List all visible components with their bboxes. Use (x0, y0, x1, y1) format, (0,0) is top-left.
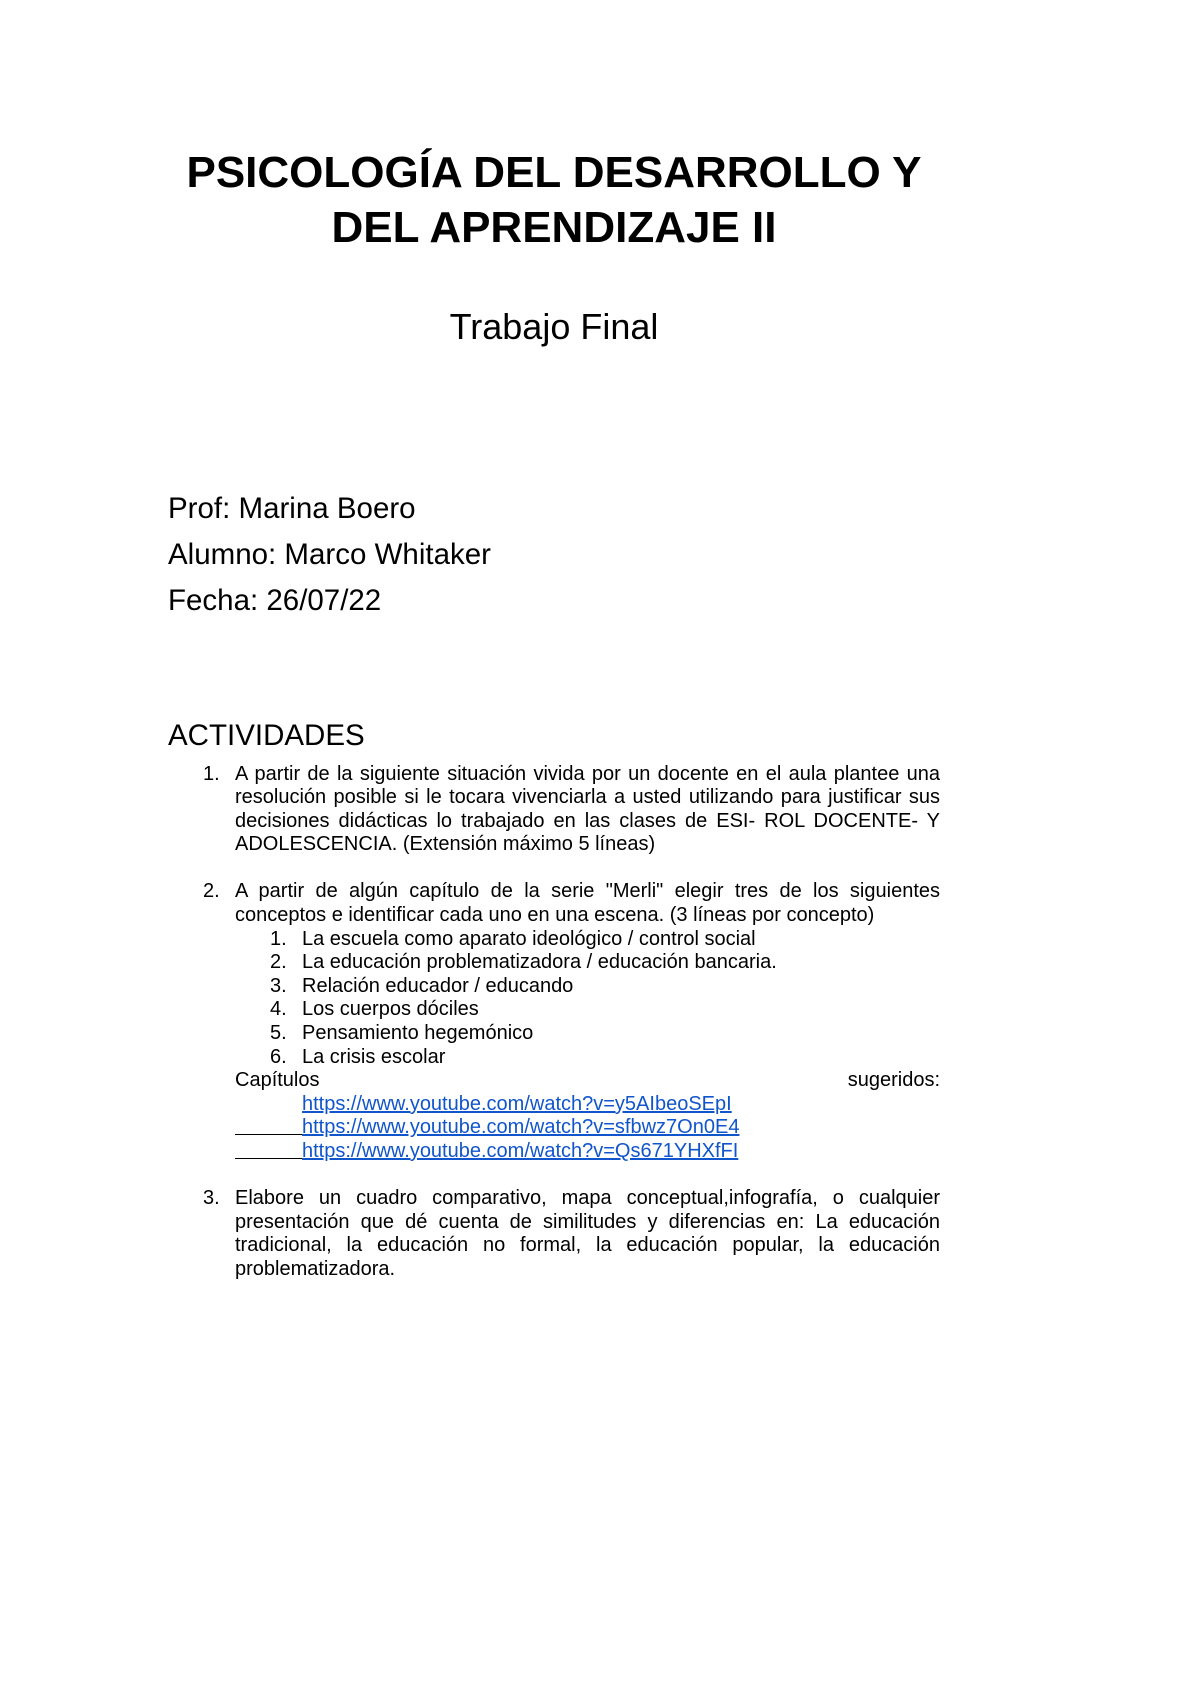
activity-line: ADOLESCENCIA. (Extensión máximo 5 líneas) (235, 833, 656, 856)
link-row (235, 1116, 940, 1140)
sub-item (0, 975, 1200, 999)
sub-item-number: 1. (270, 927, 287, 950)
link-underline-pad (235, 1158, 302, 1159)
sub-item (0, 1046, 1200, 1070)
activity-number: 2. (203, 880, 220, 903)
link-row (235, 1140, 940, 1164)
title-line: DEL APRENDIZAJE II (331, 203, 777, 252)
link-row (235, 1093, 940, 1117)
sub-item-number: 5. (270, 1022, 287, 1045)
sub-item (0, 1022, 1200, 1046)
activity-line: problematizadora. (235, 1257, 396, 1280)
activity-number: 3. (203, 1187, 220, 1210)
sub-item-text: Los cuerpos dóciles (302, 998, 479, 1021)
chapters-label: Capítulos (235, 1069, 320, 1092)
sub-item-number: 2. (270, 951, 287, 974)
activity-line: tradicional, la educación no formal, la educación popular, la educación (235, 1234, 940, 1257)
sub-item-text: La educación problematizadora / educación bancaria. (302, 951, 777, 974)
blank-line (0, 1164, 1200, 1188)
activity-item-3 (0, 1187, 1200, 1281)
activities-list (0, 763, 1200, 1282)
youtube-link[interactable]: https://www.youtube.com/watch?v=Qs671YHXfFI (302, 1140, 739, 1162)
activity-text (235, 763, 940, 857)
sub-item (0, 928, 1200, 952)
student-label: Alumno: Marco Whitaker (168, 538, 491, 571)
activity-line: Elabore un cuadro comparativo, mapa conceptual,infografía, o cualquier (235, 1187, 940, 1210)
activities-heading: ACTIVIDADES (168, 719, 365, 752)
sub-item (0, 951, 1200, 975)
document-subtitle: Trabajo Final (449, 306, 659, 347)
activity-number: 1. (203, 762, 220, 785)
activity-line: A partir de algún capítulo de la serie "Merli" elegir tres de los siguientes (235, 880, 940, 903)
sub-item-text: La escuela como aparato ideológico / control social (302, 927, 756, 950)
activity-item-2 (0, 880, 1200, 1163)
sub-item-number: 6. (270, 1045, 287, 1068)
date-label: Fecha: 26/07/22 (168, 584, 382, 617)
professor-label: Prof: Marina Boero (168, 492, 416, 525)
youtube-link[interactable]: https://www.youtube.com/watch?v=y5AIbeoSEpI (302, 1092, 732, 1115)
sub-item (0, 998, 1200, 1022)
activity-line: A partir de la siguiente situación vivida por un docente en el aula plantee una (235, 762, 940, 785)
document-title (168, 145, 940, 255)
suggested-label: sugeridos: (847, 1069, 940, 1092)
activity-line: presentación que dé cuenta de similitudes y diferencias en: La educación (235, 1210, 940, 1233)
activity-text (235, 1187, 940, 1281)
youtube-link[interactable]: https://www.youtube.com/watch?v=sfbwz7On0E4 (302, 1116, 740, 1139)
suggested-chapters-row (235, 1069, 940, 1093)
sub-item-number: 4. (270, 998, 287, 1021)
title-line: PSICOLOGÍA DEL DESARROLLO Y (186, 148, 922, 197)
activity-line: conceptos e identificar cada uno en una escena. (3 líneas por concepto) (235, 904, 875, 927)
blank-line (0, 857, 1200, 881)
sub-item-text: Relación educador / educando (302, 974, 574, 997)
link-underline-pad (235, 1134, 302, 1135)
activity-line: decisiones didácticas lo trabajado en las clases de ESI- ROL DOCENTE- Y (235, 809, 940, 832)
sub-item-text: Pensamiento hegemónico (302, 1022, 534, 1045)
activity-item-1 (0, 763, 1200, 857)
activity-line: resolución posible si le tocara vivenciarla a usted utilizando para justificar sus (235, 786, 940, 809)
sub-item-number: 3. (270, 974, 287, 997)
activity-text (235, 880, 940, 927)
sub-item-text: La crisis escolar (302, 1045, 446, 1068)
